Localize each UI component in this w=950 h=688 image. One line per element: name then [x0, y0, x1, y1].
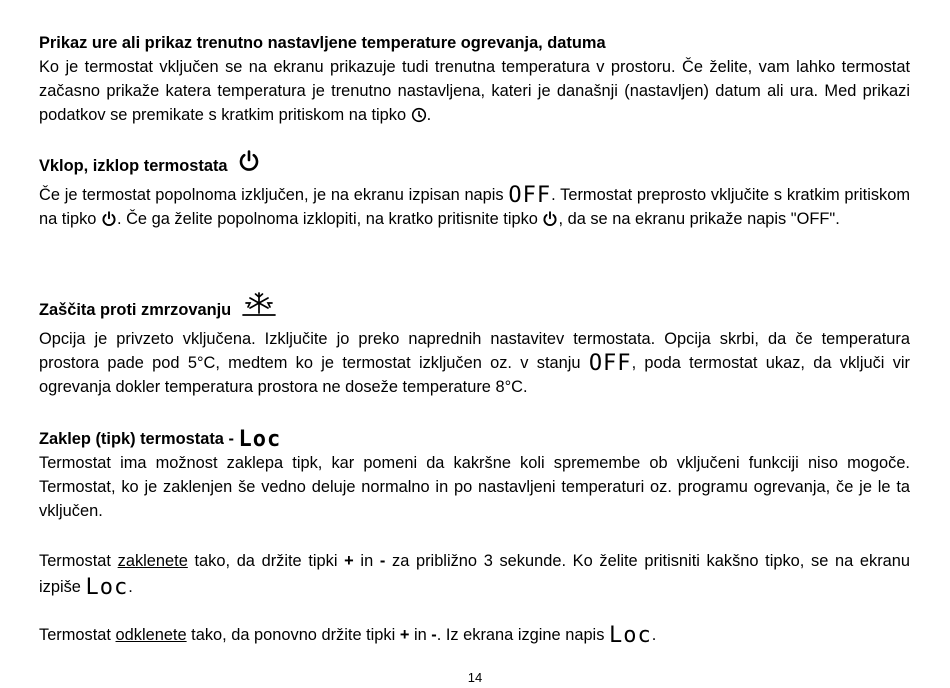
section-paragraph	[39, 327, 910, 399]
paragraph-text-1: Termostat	[39, 626, 116, 644]
heading-text: Zaklep (tipk) termostata -	[39, 430, 234, 448]
minus-key-label: -	[431, 626, 437, 644]
lock-term: zaklenete	[117, 552, 188, 570]
off-display-label: OFF	[508, 183, 552, 208]
clock-icon	[411, 106, 427, 130]
section-paragraph	[39, 548, 910, 600]
heading-text: Vklop, izklop termostata	[39, 157, 228, 175]
section-lock-instructions	[39, 548, 910, 600]
section-unlock-instructions	[39, 622, 910, 648]
unlock-term: odklenete	[115, 626, 187, 644]
page-number: 14	[467, 670, 483, 685]
minus-key-label: -	[379, 552, 386, 570]
section-heading	[39, 291, 910, 327]
paragraph-end: .	[651, 626, 657, 644]
off-display-label: OFF	[588, 351, 632, 376]
paragraph-text-1: Če je termostat popolnoma izključen, je na ekranu izpisan napis	[39, 186, 504, 204]
paragraph-text-3: in	[409, 626, 432, 644]
plus-key-label: +	[399, 626, 410, 644]
paragraph-text-3: in	[353, 552, 380, 570]
paragraph-end: .	[426, 106, 432, 124]
section-paragraph	[39, 55, 910, 130]
paragraph-text-2: tako, da držite tipki	[187, 552, 345, 570]
section-key-lock	[39, 427, 910, 523]
plus-key-label: +	[344, 552, 354, 570]
section-frost-protection	[39, 291, 910, 399]
paragraph-text-4: . Iz ekrana izgine napis	[436, 626, 605, 644]
section-paragraph	[39, 622, 910, 648]
section-heading: Prikaz ure ali prikaz trenutno nastavljene temperature ogrevanja, datuma	[39, 34, 606, 52]
paragraph-text-2: tako, da ponovno držite tipki	[186, 626, 400, 644]
power-icon	[542, 210, 558, 234]
loc-display-label: Loc	[85, 575, 129, 600]
snowflake-icon	[240, 291, 278, 327]
section-heading	[39, 149, 910, 183]
paragraph-text-3: . Če ga želite popolnoma izklopiti, na kratko pritisnite tipko	[116, 210, 538, 228]
paragraph-end: .	[128, 578, 133, 596]
paragraph-text-2: , poda termostat ukaz, da vključi vir ogrevanja dokler temperatura prostora ne doseže temperature 8°C.	[39, 354, 910, 396]
section-heading	[39, 427, 910, 451]
paragraph-text-1: Opcija je privzeto vključena. Izključite jo preko naprednih nastavitev termostata. Opcija skrbi, da če temperatura prostora pade pod 5°C, medtem ko je termostat izključen oz. v stanju	[39, 330, 910, 372]
paragraph-text-2: . Termostat preprosto vključite s kratkim pritiskom na tipko	[39, 186, 911, 228]
paragraph-text: Ko je termostat vključen se na ekranu prikazuje tudi trenutna temperatura v prostoru. Če želite, vam lahko termostat začasno prikaže katera temperatura je trenutno nastavljena, kateri je današnji (nastavljen) datum ali ura. Med prikazi podatkov se premikate s kratkim pritiskom na tipko	[39, 58, 910, 124]
paragraph-text-1: Termostat	[39, 552, 118, 570]
paragraph-text-4: , da se na ekranu prikaže napis "OFF".	[558, 210, 840, 228]
heading-text: Zaščita proti zmrzovanju	[39, 301, 232, 319]
loc-display-label: Loc	[238, 427, 282, 452]
section-power	[39, 149, 910, 234]
power-icon	[237, 149, 261, 183]
section-paragraph	[39, 183, 910, 234]
power-icon	[101, 210, 117, 234]
loc-display-label: Loc	[608, 623, 652, 648]
section-display-info	[39, 31, 910, 130]
section-paragraph: Termostat ima možnost zaklepa tipk, kar pomeni da kakršne koli spremembe ob vključeni funkciji niso mogoče. Termostat, ko je zaklenjen še vedno deluje normalno in po nastavljeni temperaturi oz. programu ogrevanja, če je le ta vključen.	[39, 454, 910, 520]
paragraph-text-4: za približno 3 sekunde. Ko želite pritisniti kakšno tipko, se na ekranu izpiše	[39, 552, 911, 596]
